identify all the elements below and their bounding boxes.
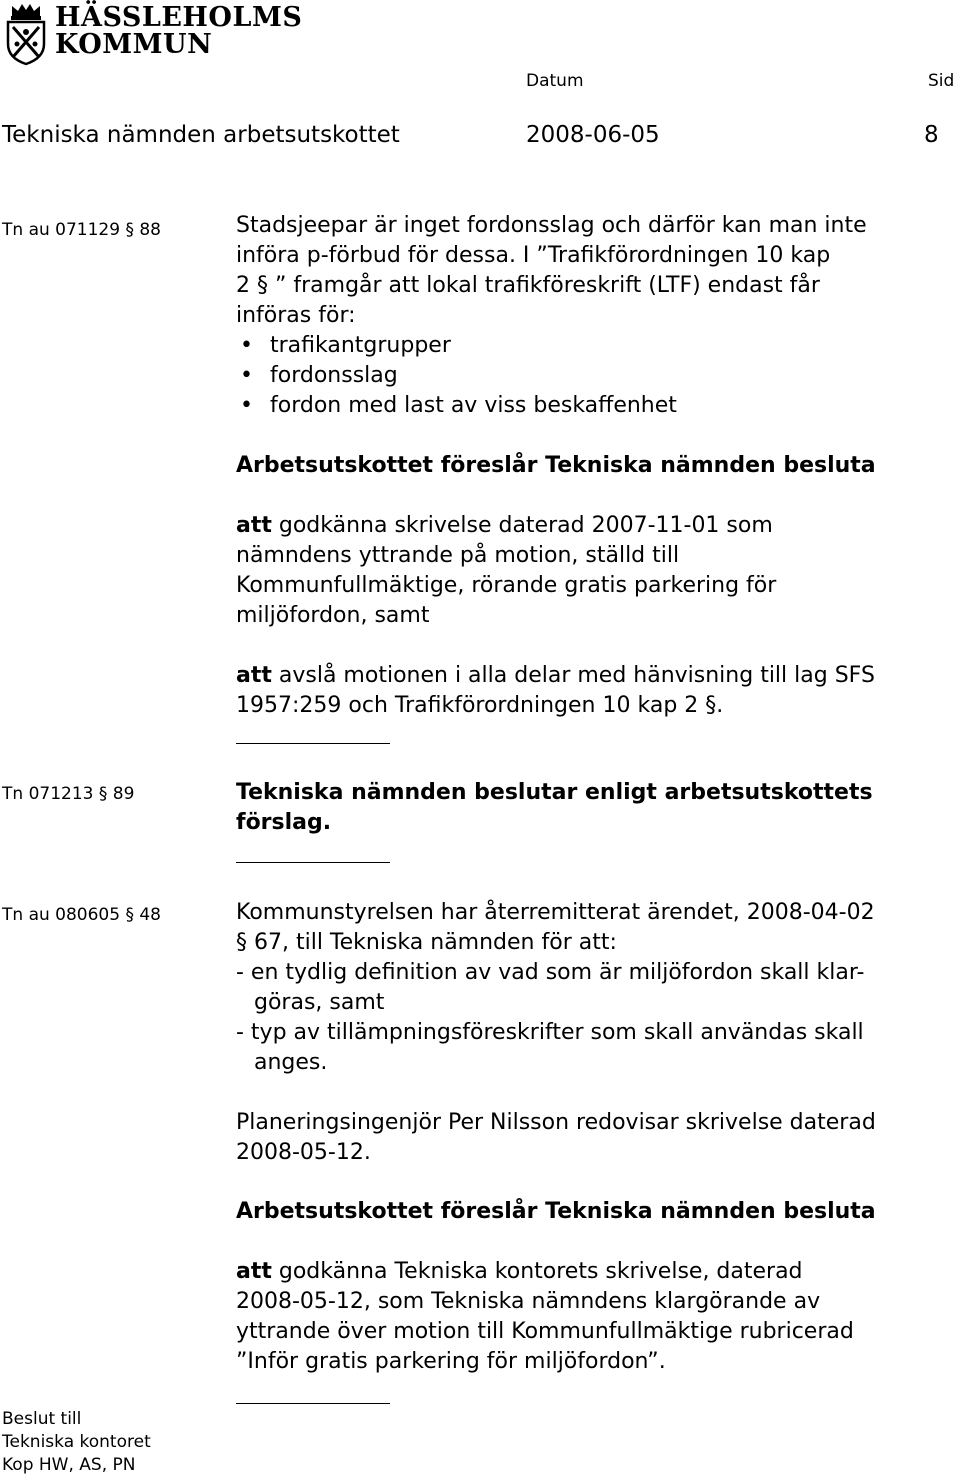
note-line: Tekniska kontoret bbox=[2, 1432, 151, 1452]
separator-line bbox=[236, 1403, 390, 1404]
text-line: godkänna Tekniska kontorets skrivelse, daterad bbox=[271, 1259, 803, 1284]
text-line: Kommunstyrelsen har återremitterat ärendet, 2008-04-02 bbox=[236, 900, 875, 925]
bullet-list bbox=[236, 331, 677, 421]
proposal-heading: Arbetsutskottet föreslår Tekniska nämnden besluta bbox=[236, 453, 876, 478]
municipality-logo-text bbox=[55, 4, 302, 58]
text-line: yttrande över motion till Kommunfullmäktige rubricerad bbox=[236, 1319, 854, 1344]
paragraph-reference: Tn au 071129 § 88 bbox=[2, 220, 161, 240]
document-title: Tekniska nämnden arbetsutskottet bbox=[2, 122, 400, 148]
text-line: 2008-05-12. bbox=[236, 1140, 371, 1165]
text-line: miljöfordon, samt bbox=[236, 603, 430, 628]
distribution-note bbox=[2, 1408, 151, 1477]
text-line: Stadsjeepar är inget fordonsslag och därför kan man inte bbox=[236, 213, 867, 238]
text-line: Planeringsingenjör Per Nilsson redovisar skrivelse daterad bbox=[236, 1110, 876, 1135]
text-line: - en tydlig definition av vad som är miljöfordon skall klar- bbox=[236, 960, 865, 985]
page-number: 8 bbox=[924, 122, 939, 148]
text-line: Tekniska nämnden beslutar enligt arbetsutskottets bbox=[236, 780, 873, 805]
separator-line bbox=[236, 862, 390, 863]
text-line: - typ av tillämpningsföreskrifter som skall användas skall bbox=[236, 1020, 864, 1045]
section-intro bbox=[236, 898, 960, 1078]
att-keyword: att bbox=[236, 1259, 272, 1284]
logo-name-line2: KOMMUN bbox=[55, 29, 213, 60]
att-keyword: att bbox=[236, 663, 272, 688]
text-line: förslag. bbox=[236, 810, 332, 835]
text-line: göras, samt bbox=[254, 990, 385, 1015]
page-column-label: Sid bbox=[928, 71, 955, 91]
paragraph-reference: Tn au 080605 § 48 bbox=[2, 905, 161, 925]
text-line: godkänna skrivelse daterad 2007-11-01 som bbox=[271, 513, 773, 538]
text-line: § 67, till Tekniska nämnden för att: bbox=[236, 930, 617, 955]
decision-paragraph bbox=[236, 1257, 960, 1377]
text-line: anges. bbox=[254, 1050, 328, 1075]
text-line: ”Inför gratis parkering för miljöfordon”. bbox=[236, 1349, 666, 1374]
text-line: 2008-05-12, som Tekniska nämndens klargörande av bbox=[236, 1289, 821, 1314]
logo-name-line1: HÄSSLEHOLMS bbox=[55, 2, 303, 33]
note-line: Beslut till bbox=[2, 1409, 82, 1429]
text-line: Kommunfullmäktige, rörande gratis parkering för bbox=[236, 573, 777, 598]
proposal-heading: Arbetsutskottet föreslår Tekniska nämnden besluta bbox=[236, 1199, 876, 1224]
report-paragraph bbox=[236, 1108, 960, 1168]
text-line: avslå motionen i alla delar med hänvisning till lag SFS bbox=[271, 663, 875, 688]
list-item: • fordon med last av viss beskaffenhet bbox=[236, 391, 677, 421]
board-decision bbox=[236, 778, 960, 838]
text-line: 1957:259 och Trafikförordningen 10 kap 2 §. bbox=[236, 693, 724, 718]
list-item: • fordonsslag bbox=[236, 361, 677, 391]
decision-paragraph bbox=[236, 511, 960, 631]
text-line: nämndens yttrande på motion, ställd till bbox=[236, 543, 680, 568]
date-column-label: Datum bbox=[526, 71, 584, 91]
coat-of-arms-icon bbox=[2, 2, 50, 66]
list-item: • trafikantgrupper bbox=[236, 331, 677, 361]
text-line: 2 § ” framgår att lokal trafikföreskrift (LTF) endast får bbox=[236, 273, 820, 298]
text-line: införa p-förbud för dessa. I ”Trafikförordningen 10 kap bbox=[236, 243, 831, 268]
note-line: Kop HW, AS, PN bbox=[2, 1455, 136, 1475]
separator-line bbox=[236, 743, 390, 744]
document-date: 2008-06-05 bbox=[526, 122, 660, 148]
paragraph-reference: Tn 071213 § 89 bbox=[2, 784, 135, 804]
text-line: införas för: bbox=[236, 303, 356, 328]
att-keyword: att bbox=[236, 513, 272, 538]
section-intro bbox=[236, 211, 960, 331]
decision-paragraph bbox=[236, 661, 960, 721]
